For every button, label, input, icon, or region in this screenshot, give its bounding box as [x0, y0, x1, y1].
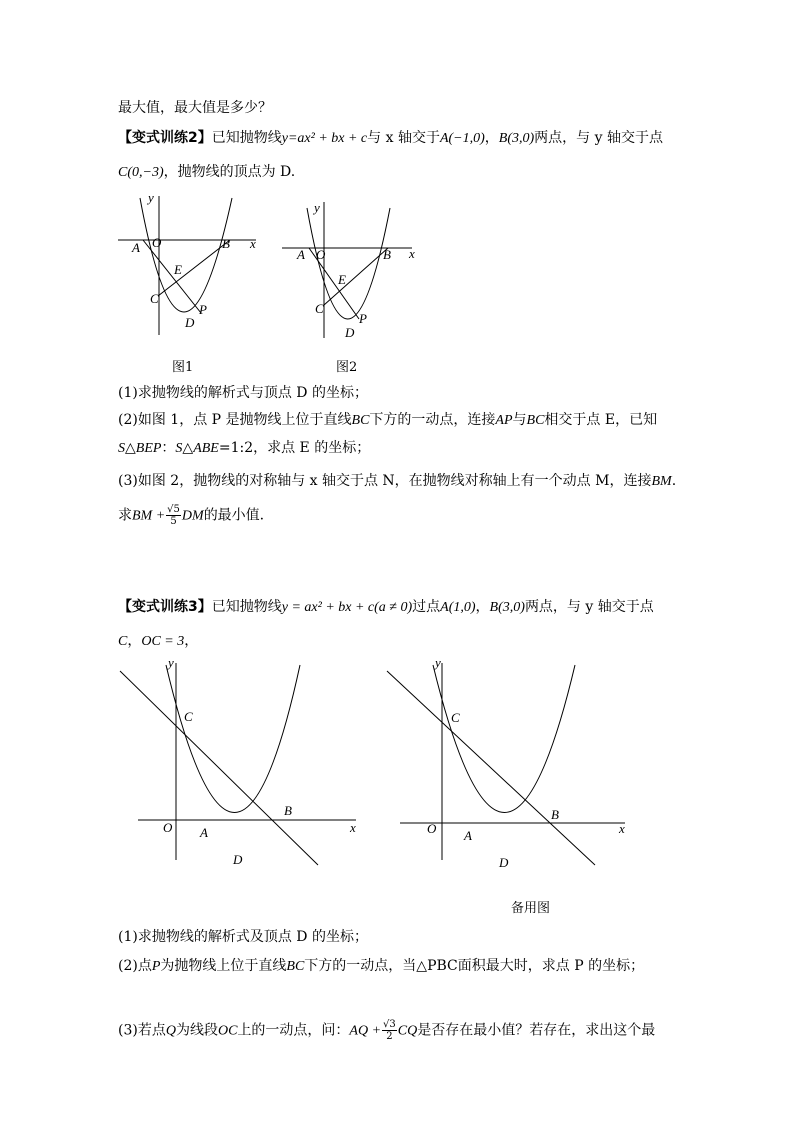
ex3-q3-part-d: 是否存在最小值？若存在，求出这个最 — [417, 1022, 656, 1039]
spare-label-o: O — [427, 821, 437, 836]
ex2-point-a: A(−1,0) — [439, 131, 485, 146]
spare-figure-caption: 备用图 — [511, 901, 551, 916]
spare-label-b: B — [551, 807, 559, 822]
fig1-label-d: D — [185, 315, 195, 330]
ex3-q2-bc: BC — [286, 959, 305, 974]
ex3-q3-oc: OC — [217, 1023, 238, 1039]
ex3-text1: 已知抛物线 — [211, 599, 282, 615]
ex3-oc: OC = 3 — [141, 634, 185, 649]
fig1-label-e: E — [174, 262, 182, 277]
ex3-text2: 过点 — [412, 599, 441, 615]
ex2-q2-part-a: (2)如图 1，点 P 是抛物线上位于直线 — [118, 412, 352, 428]
ex3-q3-part-c: 上的一动点，问： — [237, 1022, 350, 1039]
fig3-label-c: C — [184, 709, 193, 724]
ex3-q3-fraction — [382, 1019, 397, 1042]
ex2-q3b-tail: 的最小值. — [203, 507, 265, 524]
ex2-formula: y=ax² + bx + c — [281, 131, 368, 146]
fig3-label-y: y — [168, 655, 174, 670]
exercise2-statement-line1 — [118, 128, 663, 149]
ex2-q2-bc: BC — [351, 413, 370, 428]
ex2-question-3-line2 — [118, 504, 264, 527]
ex3-q3-denominator: 2 — [386, 1031, 393, 1042]
ex2-q3-bm: BM — [651, 474, 672, 489]
exercise2-label: 【变式训练2】 — [118, 130, 212, 146]
ex2-q2-area1: S△BEP — [118, 441, 162, 456]
ex3-point-a: A(1,0) — [440, 600, 476, 615]
figure-3 — [118, 655, 368, 865]
ex3-q3-cq: CQ — [397, 1023, 418, 1039]
ex2-q2-ap: AP — [495, 413, 513, 428]
ex3-point-b: B(3,0) — [489, 600, 525, 615]
ex2-question-2-line1 — [118, 410, 657, 431]
spare-label-c: C — [451, 710, 460, 725]
ex2-sep: ， — [484, 130, 499, 146]
spare-label-a: A — [464, 828, 472, 843]
ex3-q3-q: Q — [165, 1023, 176, 1039]
ex3-sep2: ， — [127, 633, 142, 649]
ex3-q3-part-a: (3)若点 — [118, 1022, 166, 1039]
fig2-label-y: y — [314, 200, 320, 215]
ex2-q2-part-c: 与 — [512, 412, 527, 428]
ex2-q3-part-a: (3)如图 2，抛物线的对称轴与 x 轴交于点 N，在抛物线对称轴上有一个动点 M，连接 — [118, 473, 652, 489]
ex2-q2-tail: ，求点 E 的坐标； — [253, 440, 371, 456]
ex3-q2-part-c: 下方的一动点，当 — [304, 958, 417, 974]
spare-line-bc — [387, 671, 595, 865]
fig2-label-b: B — [383, 247, 391, 262]
fig1-line-bc — [158, 240, 230, 296]
figure-1 — [118, 190, 268, 340]
exercise3-statement-line1 — [118, 597, 654, 618]
fig2-label-d: D — [345, 325, 355, 340]
ex2-q3-dot: . — [671, 473, 677, 489]
ex2-text1: 已知抛物线 — [211, 130, 282, 146]
ex2-q2-colon: ： — [161, 440, 176, 456]
ex3-q3-numerator: √3 — [383, 1019, 396, 1030]
intro-text: 最大值，最大值是多少？ — [118, 100, 272, 116]
fig2-line-bc — [324, 248, 388, 305]
ex2-point-b: B(3,0) — [498, 131, 535, 146]
fig3-label-b: B — [284, 803, 292, 818]
ex3-q2-p: P — [151, 959, 161, 974]
fig2-label-c: C — [315, 301, 324, 316]
ex3-sep: ， — [475, 599, 490, 615]
spare-label-y: y — [435, 655, 441, 670]
fig2-label-x: x — [409, 246, 415, 261]
fig2-label-a: A — [297, 247, 305, 262]
ex3-q3-part-b: 为线段 — [175, 1022, 218, 1039]
ex2-q3b-denominator: 5 — [170, 516, 177, 527]
ex2-point-c: C(0,−3) — [118, 165, 164, 180]
ex3-q2-triangle: △PBC — [416, 958, 458, 974]
fig1-label-b: B — [222, 236, 230, 251]
fig2-label-e: E — [338, 272, 346, 287]
ex2-q2-bc2: BC — [526, 413, 545, 428]
fig1-label-x: x — [250, 236, 256, 251]
ex3-q3-aq: AQ + — [349, 1023, 382, 1039]
ex2-q2-area2: S△ABE — [175, 441, 219, 456]
fig1-label-c: C — [150, 291, 159, 306]
ex2-text2: 与 x 轴交于 — [367, 130, 440, 146]
ex3-q2-part-d: 面积最大时，求点 P 的坐标； — [457, 958, 645, 974]
fig2-label-p: P — [359, 311, 367, 326]
ex3-formula: y = ax² + bx + c(a ≠ 0) — [281, 600, 413, 615]
ex3-question-1: (1)求抛物线的解析式及顶点 D 的坐标； — [118, 929, 368, 945]
ex2-q3b-bm: BM + — [132, 508, 166, 524]
exercise2-statement-line2 — [118, 162, 295, 183]
ex2-q3b-pre: 求 — [118, 507, 132, 524]
spare-figure — [385, 655, 635, 870]
ex3-point-c: C — [118, 634, 128, 649]
fig3-label-x: x — [350, 820, 356, 835]
fig3-parabola — [166, 665, 300, 813]
fig2-label-o: O — [316, 247, 326, 262]
ex2-question-3-line1 — [118, 471, 676, 492]
ex3-sep3: ， — [184, 633, 199, 649]
ex2-text3: 两点，与 y 轴交于点 — [534, 130, 663, 146]
fig3-label-a: A — [200, 825, 208, 840]
spare-label-d: D — [499, 855, 509, 870]
fig1-label-y: y — [148, 190, 154, 205]
ex3-text3: 两点，与 y 轴交于点 — [524, 599, 654, 615]
figure-1-caption: 图1 — [172, 360, 194, 375]
ex3-question-2 — [118, 956, 644, 977]
ex2-q3b-fraction — [166, 504, 181, 527]
ex2-text4: ，抛物线的顶点为 D. — [163, 164, 296, 180]
ex2-q2-part-d: 相交于点 E，已知 — [544, 412, 658, 428]
ex3-q2-part-b: 为抛物线上位于直线 — [160, 958, 287, 974]
exercise3-label: 【变式训练3】 — [118, 599, 212, 615]
fig1-label-a: A — [132, 240, 140, 255]
fig3-label-d: D — [233, 852, 243, 867]
ex3-question-3 — [118, 1019, 655, 1042]
fig3-line-bc — [120, 671, 318, 865]
exercise3-statement-line2 — [118, 631, 198, 652]
fig3-label-o: O — [163, 820, 173, 835]
ex2-q3b-dm: DM — [181, 508, 204, 524]
ex2-question-1: (1)求抛物线的解析式与顶点 D 的坐标； — [118, 385, 368, 401]
fig1-label-p: P — [199, 302, 207, 317]
ex2-q2-ratio: =1:2 — [218, 440, 254, 456]
ex2-q2-part-b: 下方的一动点，连接 — [369, 412, 496, 428]
ex3-q2-part-a: (2)点 — [118, 958, 152, 974]
spare-parabola — [433, 665, 575, 813]
figure-2 — [282, 198, 432, 348]
fig1-label-o: O — [152, 235, 162, 250]
figure-2-caption: 图2 — [336, 360, 358, 375]
ex2-question-2-line2 — [118, 438, 370, 459]
ex2-q3b-numerator: √5 — [167, 504, 180, 515]
spare-label-x: x — [619, 821, 625, 836]
